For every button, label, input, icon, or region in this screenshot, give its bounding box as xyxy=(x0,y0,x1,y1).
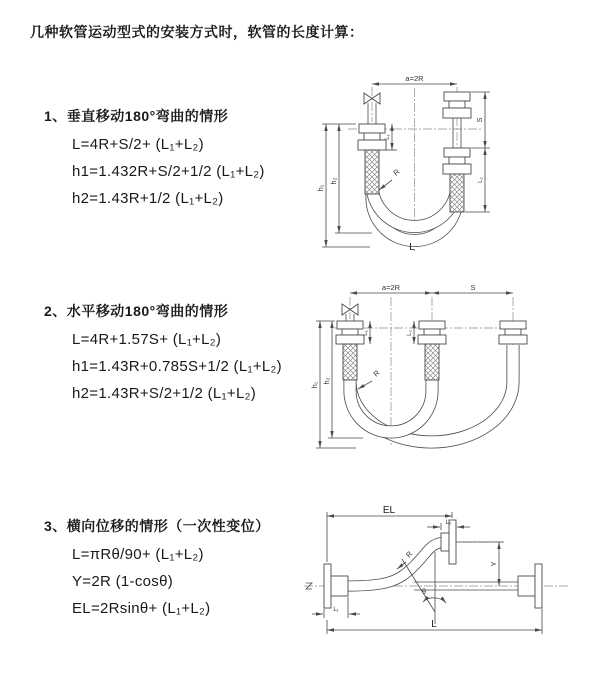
dim-label-stroke: S xyxy=(470,283,476,292)
diagram-lateral-offset xyxy=(296,502,592,644)
dim-label-length: L xyxy=(431,619,437,630)
dim-label-end2: L₂ xyxy=(407,330,413,336)
dim-label-h2: h₂ xyxy=(322,377,331,385)
formula-line: h2=1.43R+S/2+1/2 (L₁+L₂) xyxy=(72,385,257,402)
formula-line: L=4R+1.57S+ (L₁+L₂) xyxy=(72,331,222,348)
flange-fitting xyxy=(441,520,456,564)
dim-label-end2: L₂ xyxy=(445,520,452,526)
formula-line: L=4R+S/2+ (L₁+L₂) xyxy=(72,136,204,153)
flange-fitting xyxy=(418,321,446,344)
dim-label-span: a=2R xyxy=(381,283,401,292)
formula-line: h2=1.43R+1/2 (L₁+L₂) xyxy=(72,190,224,207)
dim-label-h1: h₁ xyxy=(316,184,325,192)
dim-label-offset: Y xyxy=(489,561,498,567)
dim-label-span: a=2R xyxy=(405,74,424,83)
leader-line xyxy=(358,381,372,389)
section-heading: 2、水平移动180°弯曲的情形 xyxy=(44,303,229,319)
flange-fitting xyxy=(324,564,348,608)
hose-s-curve xyxy=(347,542,448,586)
flange-fitting xyxy=(443,148,471,174)
flange-fitting xyxy=(443,92,471,118)
angle-arc xyxy=(435,598,446,603)
section-lateral-offset xyxy=(44,516,319,631)
flange-fitting xyxy=(518,564,542,608)
dim-label-radius: R xyxy=(391,167,402,178)
braided-hose-section xyxy=(343,344,357,380)
dim-label-end1: L₁ xyxy=(363,330,369,336)
flange-fitting xyxy=(358,124,386,150)
diagram-horizontal-180-bend xyxy=(308,283,588,456)
angle-arc xyxy=(423,598,435,602)
leader-line xyxy=(379,180,392,190)
flange-fitting xyxy=(336,321,364,344)
dim-label-end2: L₂ xyxy=(478,177,484,183)
dim-label-length: L xyxy=(409,242,415,253)
formula-line: Y=2R (1-cosθ) xyxy=(72,573,174,590)
formula-line: L=πRθ/90+ (L₁+L₂) xyxy=(72,546,204,563)
dim-label-angle: θ xyxy=(421,587,427,596)
braided-hose-section xyxy=(425,344,439,380)
section-horizontal-move xyxy=(44,301,319,416)
dim-label-h1: h₁ xyxy=(310,381,319,389)
formula-line: EL=2Rsinθ+ (L₁+L₂) xyxy=(72,600,211,617)
page-title: 几种软管运动型式的安装方式时，软管的长度计算： xyxy=(30,24,364,40)
dim-label-end1: L₁ xyxy=(385,134,391,140)
braided-hose-section xyxy=(450,174,464,212)
dim-label-radius: R xyxy=(371,368,382,379)
formula-line: h1=1.43R+0.785S+1/2 (L₁+L₂) xyxy=(72,358,282,375)
section-heading: 1、垂直移动180°弯曲的情形 xyxy=(44,108,229,124)
dim-label-effective-length: EL xyxy=(382,505,396,516)
dim-label-h2: h₂ xyxy=(329,177,338,185)
formula-line: h1=1.432R+S/2+1/2 (L₁+L₂) xyxy=(72,163,265,180)
flange-fitting xyxy=(499,321,527,344)
section-heading: 3、横向位移的情形（一次性变位） xyxy=(44,518,270,534)
dim-label-end1: L₁ xyxy=(333,607,339,613)
diagram-vertical-180-bend xyxy=(312,72,577,255)
braided-hose-section xyxy=(365,150,379,194)
section-vertical-move xyxy=(44,106,319,221)
dim-label-stroke: S xyxy=(475,117,484,123)
dim-label-radius: R xyxy=(404,549,415,560)
